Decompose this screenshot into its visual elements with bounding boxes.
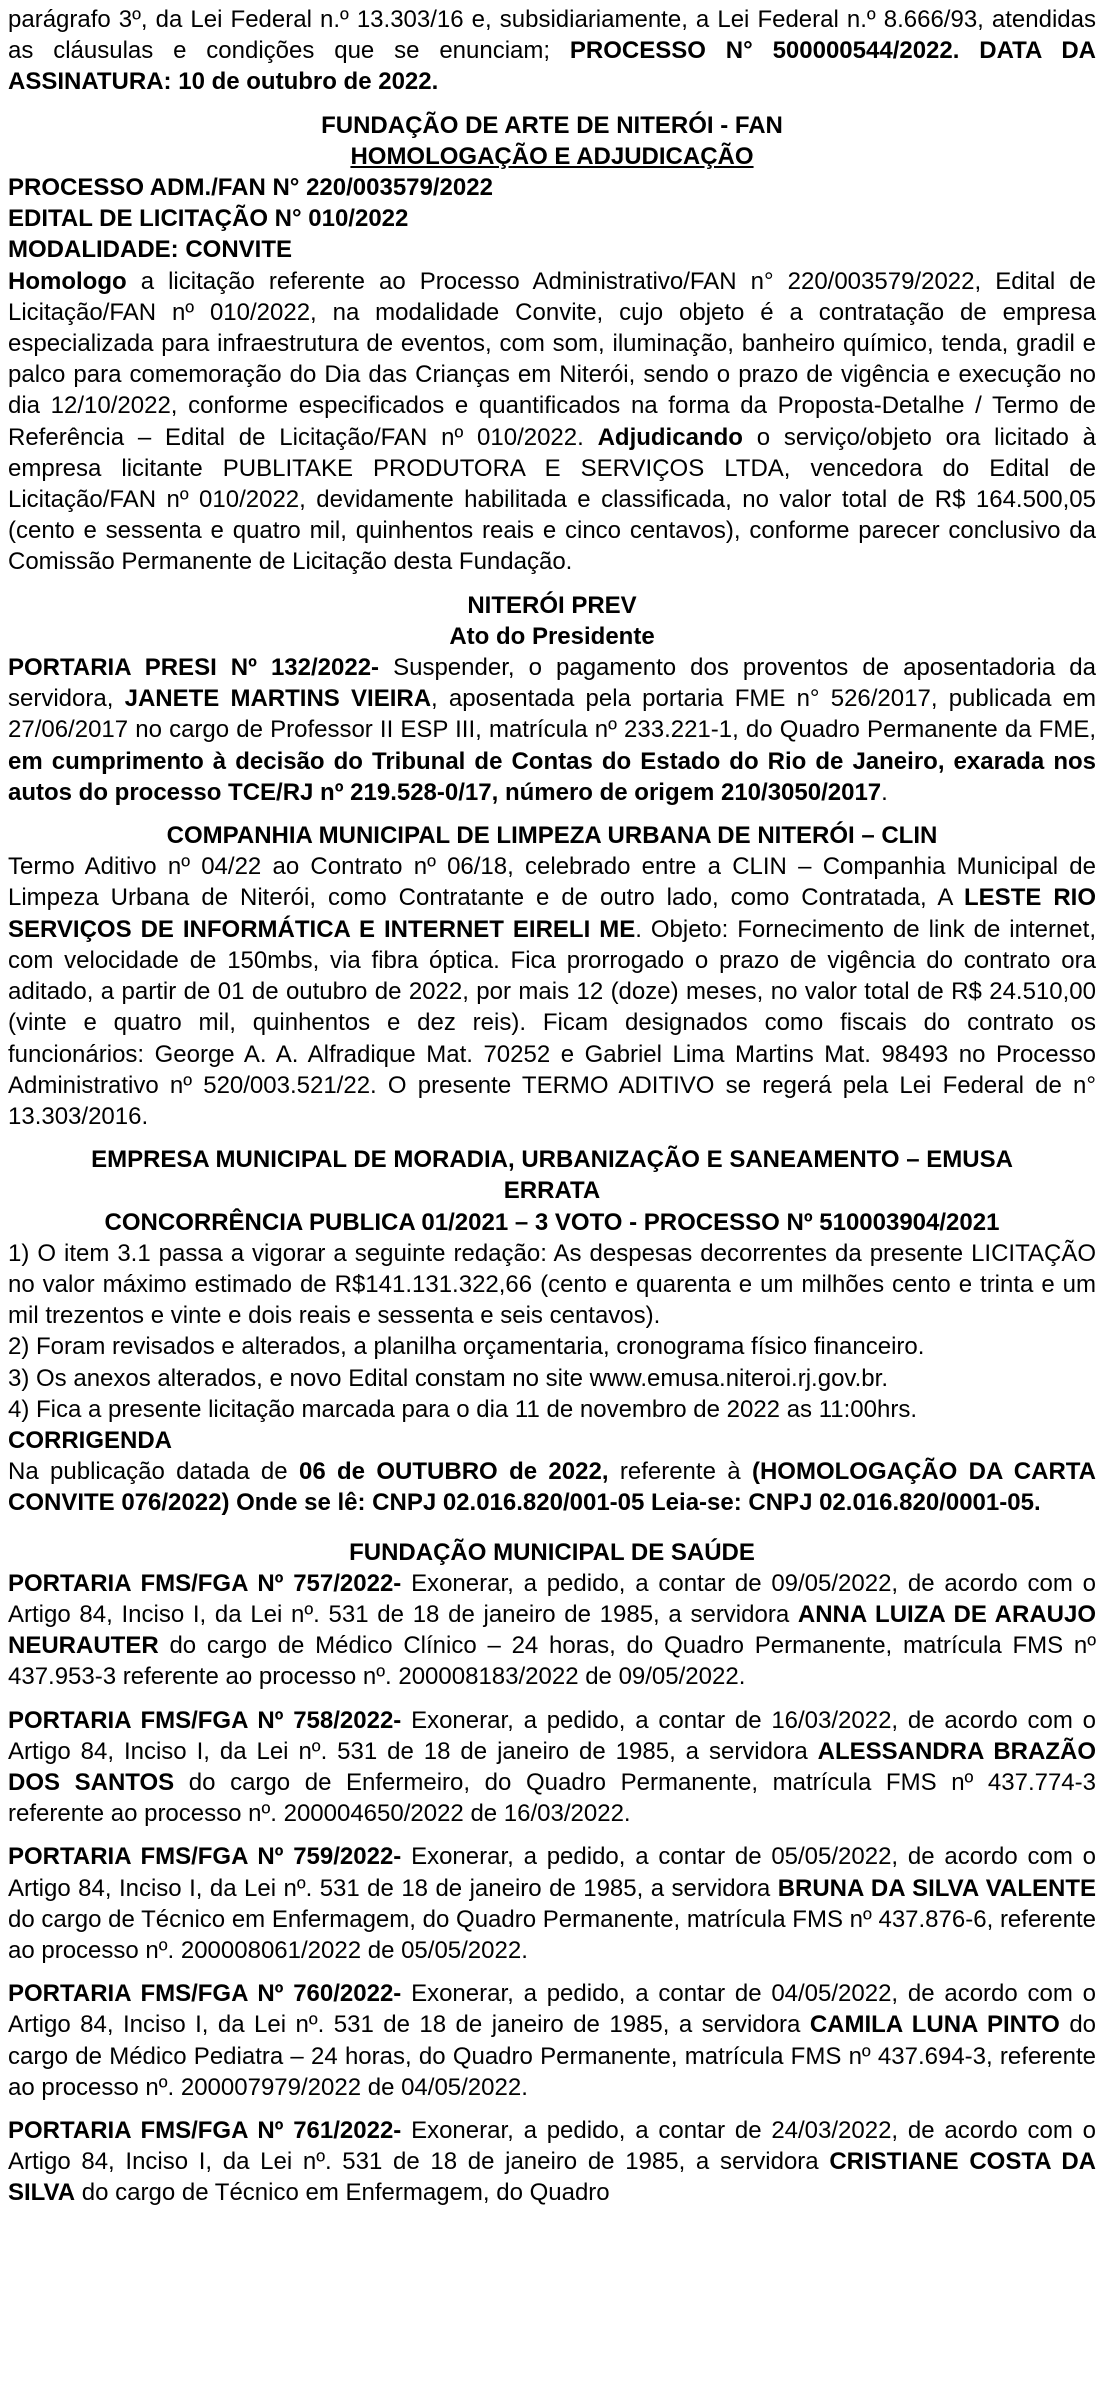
saude-section (8, 1537, 1096, 2209)
emusa-section (8, 1144, 1096, 1518)
portaria-758: PORTARIA FMS/FGA Nº 758/2022- Exonerar, a pedido, a contar de 16/03/2022, de acordo com o Artigo 84, Inciso I, da Lei nº. 531 de 18 de janeiro de 1985, a servidora ALESSANDRA BRAZÃO DOS SANTOS do cargo de Enfermeiro, do Quadro Permanente, matrícula FMS nº 437.774-3 referente ao processo nº. 200004650/2022 de 16/03/2022. (8, 1706, 1097, 1828)
prev-body: PORTARIA PRESI Nº 132/2022- Suspender, o pagamento dos proventos de aposentadoria da servidora, JANETE MARTINS VIEIRA, aposentada pela portaria FME n° 526/2017, publicada em 27/06/2017 no cargo de Professor II ESP III, matrícula nº 233.221-1, do Quadro Permanente da FME, em cumprimento à decisão do Tribunal de Contas do Estado do Rio de Janeiro, exarada nos autos do processo TCE/RJ nº 219.528-0/17, número de origem 210/3050/2017. (8, 654, 1096, 806)
saude-title: FUNDAÇÃO MUNICIPAL DE SAÚDE (349, 1538, 755, 1566)
emusa-title: EMPRESA MUNICIPAL DE MORADIA, URBANIZAÇÃO E SANEAMENTO – EMUSA (91, 1146, 1013, 1174)
emusa-corrigenda-body: Na publicação datada de 06 de OUTUBRO de 2022, referente à (HOMOLOGAÇÃO DA CARTA CONVITE 076/2022) Onde se lê: CNPJ 02.016.820/001-05 Leia-se: CNPJ 02.016.820/0001-05. (8, 1458, 1096, 1517)
clin-title: COMPANHIA MUNICIPAL DE LIMPEZA URBANA DE NITERÓI – CLIN (166, 822, 938, 850)
portaria-757: PORTARIA FMS/FGA Nº 757/2022- Exonerar, a pedido, a contar de 09/05/2022, de acordo com o Artigo 84, Inciso I, da Lei nº. 531 de 18 de janeiro de 1985, a servidora ANNA LUIZA DE ARAUJO NEURAUTER do cargo de Médico Clínico – 24 horas, do Quadro Permanente, matrícula FMS nº 437.953-3 referente ao processo nº. 200008183/2022 de 09/05/2022. (8, 1569, 1097, 1691)
portaria-760: PORTARIA FMS/FGA Nº 760/2022- Exonerar, a pedido, a contar de 04/05/2022, de acordo com o Artigo 84, Inciso I, da Lei nº. 531 de 18 de janeiro de 1985, a servidora CAMILA LUNA PINTO do cargo de Médico Pediatra – 24 horas, do Quadro Permanente, matrícula FMS nº 437.694-3, referente ao processo nº. 200007979/2022 de 04/05/2022. (8, 1980, 1097, 2101)
emusa-errata: ERRATA (503, 1177, 601, 1205)
portaria-759: PORTARIA FMS/FGA Nº 759/2022- Exonerar, a pedido, a contar de 05/05/2022, de acordo com o Artigo 84, Inciso I, da Lei nº. 531 de 18 de janeiro de 1985, a servidora BRUNA DA SILVA VALENTE do cargo de Técnico em Enfermagem, do Quadro Permanente, matrícula FMS nº 437.876-6, referente ao processo nº. 200008061/2022 de 05/05/2022. (8, 1843, 1097, 1964)
emusa-corrigenda: CORRIGENDA (8, 1426, 173, 1454)
fan-section (8, 110, 1096, 578)
fan-title: FUNDAÇÃO DE ARTE DE NITERÓI - FAN (321, 111, 783, 139)
prev-subtitle: Ato do Presidente (449, 622, 655, 650)
fan-subtitle: HOMOLOGAÇÃO E ADJUDICAÇÃO (350, 142, 754, 170)
portaria-761: PORTARIA FMS/FGA Nº 761/2022- Exonerar, a pedido, a contar de 24/03/2022, de acordo com o Artigo 84, Inciso I, da Lei nº. 531 de 18 de janeiro de 1985, a servidora CRISTIANE COSTA DA SILVA do cargo de Técnico em Enfermagem, do Quadro (8, 2117, 1097, 2207)
fan-processo: PROCESSO ADM./FAN N° 220/003579/2022 (8, 174, 493, 202)
emusa-item-4: 4) Fica a presente licitação marcada para o dia 11 de novembro de 2022 as 11:00hrs. (8, 1395, 917, 1423)
fan-modalidade: MODALIDADE: CONVITE (8, 236, 292, 264)
emusa-concorrencia: CONCORRÊNCIA PUBLICA 01/2021 – 3 VOTO - PROCESSO Nº 510003904/2021 (104, 1208, 1000, 1236)
emusa-item-3: 3) Os anexos alterados, e novo Edital constam no site www.emusa.niteroi.rj.gov.br. (8, 1364, 888, 1392)
emusa-item-1: 1) O item 3.1 passa a vigorar a seguinte redação: As despesas decorrentes da presente LICITAÇÃO no valor máximo estimado de R$141.131.322,66 (cento e quarenta e um milhões cento e trinta e um mil trezentos e vinte e dois reais e sessenta e seis centavos). (8, 1239, 1096, 1330)
clin-section (8, 820, 1096, 1132)
fan-body: Homologo a licitação referente ao Processo Administrativo/FAN n° 220/003579/2022, Edital de Licitação/FAN nº 010/2022, na modalidade Convite, cujo objeto é a contratação de empresa especializada para infraestrutura de eventos, com som, iluminação, banheiro químico, tenda, gradil e palco para comemoração do Dia das Crianças em Niterói, sendo o prazo de vigência e execução no dia 12/10/2022, conforme especificados e quantificados na forma da Proposta-Detalhe / Termo de Referência – Edital de Licitação/FAN nº 010/2022. Adjudicando o serviço/objeto ora licitado à empresa licitante PUBLITAKE PRODUTORA E SERVIÇOS LTDA, vencedora do Edital de Licitação/FAN nº 010/2022, devidamente habilitada e classificada, no valor total de R$ 164.500,05 (cento e sessenta e quatro mil, quinhentos reais e cinco centavos), conforme parecer conclusivo da Comissão Permanente de Licitação desta Fundação. (8, 267, 1096, 576)
emusa-item-2: 2) Foram revisados e alterados, a planilha orçamentaria, cronograma físico financeiro. (8, 1333, 925, 1361)
prev-section (8, 590, 1096, 808)
prev-title: NITERÓI PREV (467, 591, 637, 619)
fan-edital: EDITAL DE LICITAÇÃO N° 010/2022 (8, 205, 409, 233)
clin-body: Termo Aditivo nº 04/22 ao Contrato nº 06/18, celebrado entre a CLIN – Companhia Municipal de Limpeza Urbana de Niterói, como Contratante e de outro lado, como Contratada, A LESTE RIO SERVIÇOS DE INFORMÁTICA E INTERNET EIRELI ME. Objeto: Fornecimento de link de internet, com velocidade de 150mbs, via fibra óptica. Fica prorrogado o prazo de vigência do contrato ora aditado, a partir de 01 de outubro de 2022, por mais 12 (doze) meses, no valor total de R$ 24.510,00 (vinte e quatro mil, quinhentos e dez reis). Ficam designados como fiscais do contrato os funcionários: George A. A. Alfradique Mat. 70252 e Gabriel Lima Martins Mat. 98493 no Processo Administrativo nº 520/003.521/22. O presente TERMO ADITIVO se regerá pela Lei Federal de n° 13.303/2016. (8, 853, 1096, 1130)
intro-paragraph: parágrafo 3º, da Lei Federal n.º 13.303/16 e, subsidiariamente, a Lei Federal n.º 8.666/93, atendidas as cláusulas e condições que se enunciam; PROCESSO N° 500000544/2022. DATA DA ASSINATURA: 10 de outubro de 2022. (8, 6, 1096, 96)
